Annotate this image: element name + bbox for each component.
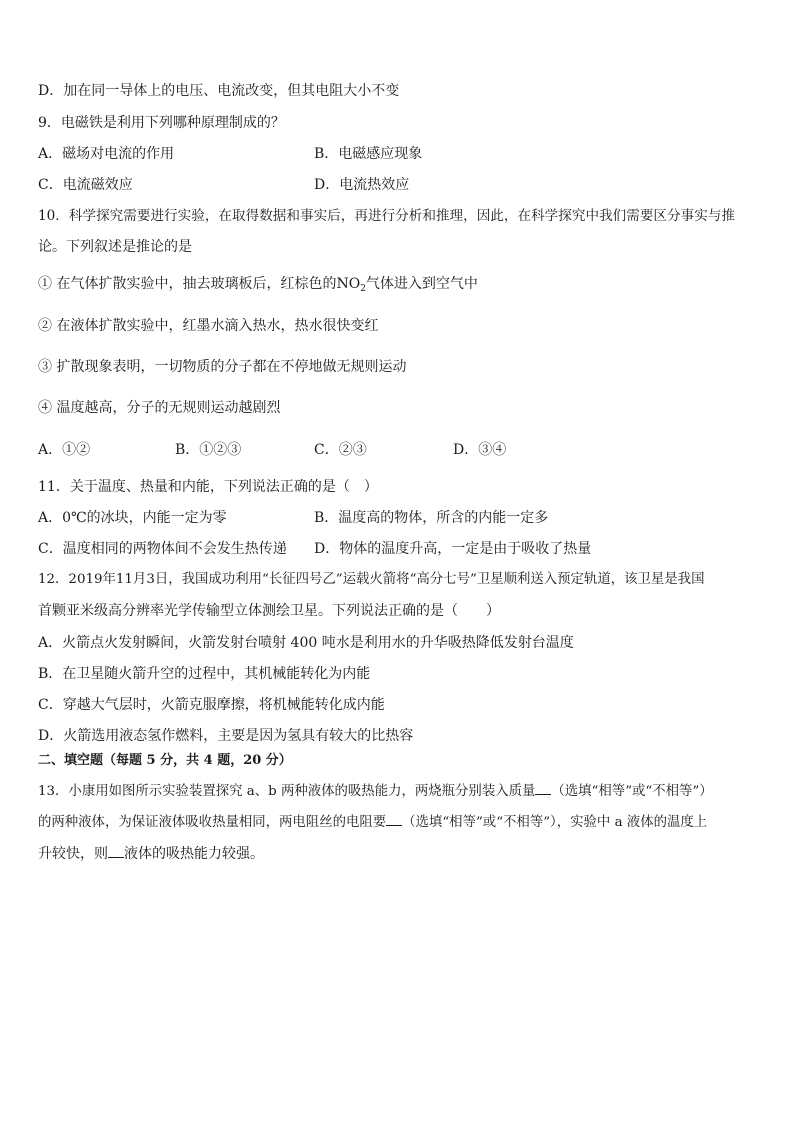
- q13-blank-3: [108, 844, 124, 858]
- q11-stem: 11．关于温度、热量和内能，下列说法正确的是（ ）: [38, 479, 378, 495]
- q13-line1-text-end: （选填“相等”或“不相等”）: [551, 784, 713, 799]
- q12-option-b: B．在卫星随火箭升空的过程中，其机械能转化为内能: [38, 666, 371, 682]
- q12-stem-line2: 首颗亚米级高分辨率光学传输型立体测绘卫星。下列说法正确的是（ ）: [38, 603, 500, 619]
- q9-stem: 9．电磁铁是利用下列哪种原理制成的？: [38, 115, 285, 131]
- q10-item-3: ③ 扩散现象表明，一切物质的分子都在不停地做无规则运动: [38, 359, 407, 375]
- section-title-fill-in: 二、填空题（每题 5 分，共 4 题，20 分）: [38, 753, 292, 768]
- q13-line1: [38, 781, 713, 799]
- q10-option-d: D．③④: [453, 442, 507, 458]
- q9-option-b: B．电磁感应现象: [314, 146, 423, 162]
- q8-option-d: D．加在同一导体上的电压、电流改变，但其电阻大小不变: [38, 83, 400, 99]
- q9-option-c: C．电流磁效应: [38, 177, 133, 193]
- q12-option-d: D．火箭选用液态氢作燃料，主要是因为氢具有较大的比热容: [38, 728, 414, 744]
- q13-blank-2: [386, 812, 402, 826]
- q13-line2-text-end: （选填“相等”或“不相等”），实验中 a 液体的温度上: [402, 815, 708, 830]
- q13-line3-text: 升较快，则: [38, 846, 108, 862]
- q12-option-c: C．穿越大气层时，火箭克服摩擦，将机械能转化成内能: [38, 697, 385, 713]
- q9-option-d: D．电流热效应: [314, 177, 410, 193]
- q10-item1-formula: NO: [336, 276, 361, 292]
- q13-line3-text-end: 液体的吸热能力较强。: [124, 846, 264, 862]
- q9-option-a: A．磁场对电流的作用: [38, 146, 175, 162]
- q11-option-c: C．温度相同的两物体间不会发生热传递: [38, 541, 287, 557]
- q13-line3: [38, 844, 264, 862]
- q13-line2: [38, 812, 707, 830]
- q12-option-a: A．火箭点火发射瞬间，火箭发射台喷射 400 吨水是利用水的升华吸热降低发射台温度: [38, 635, 574, 651]
- q13-line2-text: 的两种液体，为保证液体吸收热量相同，两电阻丝的电阻要: [38, 815, 387, 830]
- q10-item1-text: ① 在气体扩散实验中，抽去玻璃板后，红棕色的: [38, 276, 337, 292]
- q10-stem-line2: 论。下列叙述是推论的是: [38, 239, 192, 255]
- q13-line1-text: 13．小康用如图所示实验装置探究 a、b 两种液体的吸热能力，两烧瓶分别装入质量: [38, 784, 536, 799]
- q10-option-a: A．①②: [38, 442, 91, 458]
- q10-item-1: [38, 275, 478, 293]
- q10-option-b: B．①②③: [175, 442, 242, 458]
- q12-stem-line1: 12．2019年11月3日，我国成功利用“长征四号乙”运载火箭将“高分七号”卫星顺利送入预定轨道，该卫星是我国: [38, 572, 705, 587]
- q11-option-a: A．0℃的冰块，内能一定为零: [38, 510, 227, 526]
- q11-option-b: B．温度高的物体，所含的内能一定多: [314, 510, 549, 526]
- q10-item1-text-end: 气体进入到空气中: [365, 276, 478, 292]
- q11-option-d: D．物体的温度升高，一定是由于吸收了热量: [314, 541, 592, 557]
- q10-stem-line1: 10．科学探究需要进行实验，在取得数据和事实后，再进行分析和推理，因此，在科学探究中我们需要区分事实与推: [38, 208, 735, 224]
- q13-blank-1: [535, 781, 551, 795]
- q10-item1-subscript: 2: [360, 284, 366, 294]
- q10-option-c: C．②③: [314, 442, 367, 458]
- q10-item-4: ④ 温度越高，分子的无规则运动越剧烈: [38, 400, 281, 416]
- q10-item-2: ② 在液体扩散实验中，红墨水滴入热水，热水很快变红: [38, 318, 379, 334]
